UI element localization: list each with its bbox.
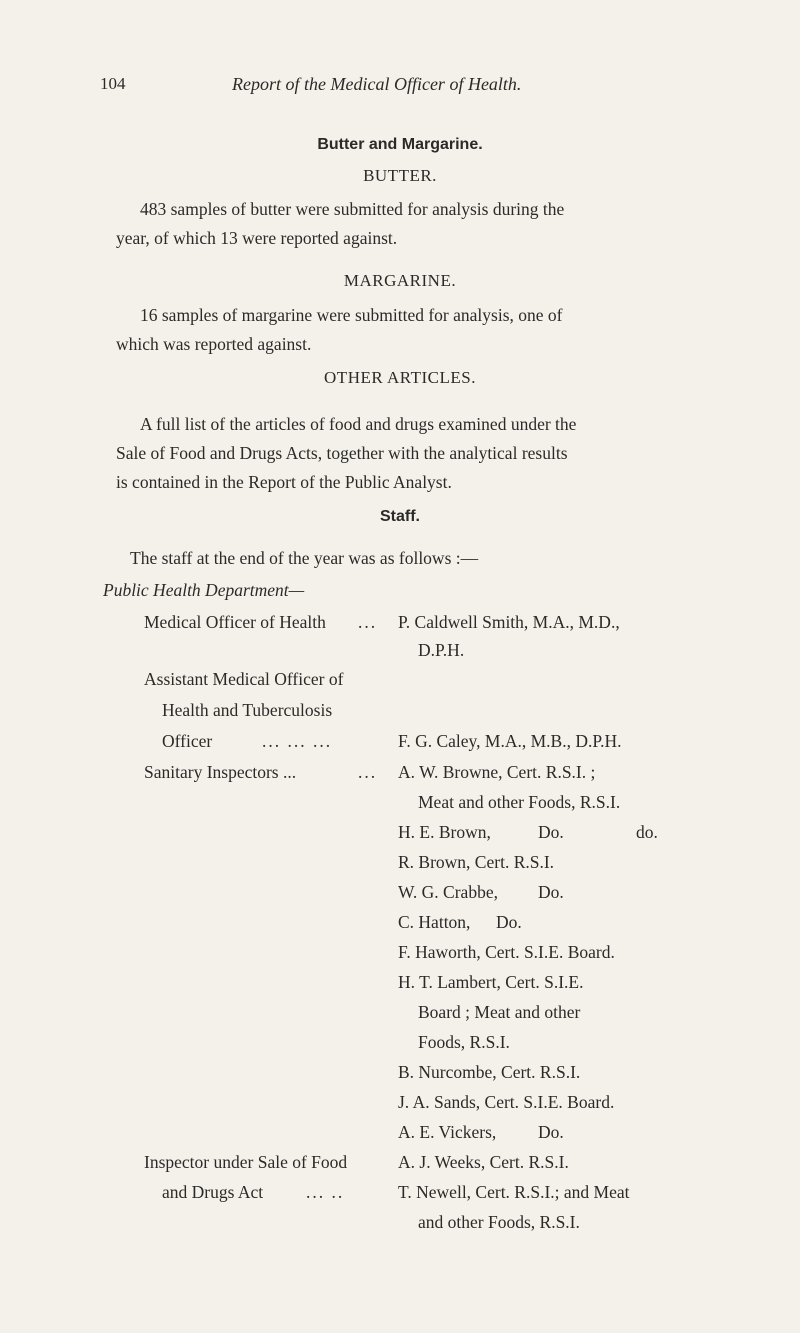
page-number: 104 [100,74,126,93]
staff-name: W. G. Crabbe, [398,882,498,902]
dot-leader: ... .. [306,1182,345,1202]
paragraph-line: 16 samples of margarine were submitted for analysis, one of [140,305,563,325]
ditto-mark: Do. [538,822,564,842]
paragraph-line: Sale of Food and Drugs Acts, together with the analytical results [116,443,568,463]
subheading-butter: BUTTER. [363,166,437,185]
staff-name: T. Newell, Cert. R.S.I.; and Meat [398,1182,630,1202]
subheading-other-articles: OTHER ARTICLES. [324,368,476,387]
paragraph-line: is contained in the Report of the Public Analyst. [116,472,452,492]
ditto-mark: Do. [496,912,522,932]
staff-name: Board ; Meat and other [418,1002,581,1022]
paragraph-other-articles [116,410,710,497]
subheading-margarine: MARGARINE. [343,271,457,290]
role-label: Medical Officer of Health [144,612,326,632]
section-heading-butter-margarine: Butter and Margarine. [317,136,483,153]
ditto-mark: Do. [538,882,564,902]
staff-name: Foods, R.S.I. [418,1032,510,1052]
paragraph-line: year, of which 13 were reported against. [116,228,398,248]
section-heading-staff: Staff. [380,508,420,525]
paragraph-line: 483 samples of butter were submitted for analysis during the [140,199,565,219]
role-label: Officer [162,731,213,751]
department-heading: Public Health Department— [103,580,305,600]
role-label: Sanitary Inspectors ... [144,762,297,782]
dot-leader: ... ... ... [262,731,333,751]
staff-name: C. Hatton, [398,912,471,932]
role-label: and Drugs Act [162,1182,264,1202]
staff-name: A. J. Weeks, Cert. R.S.I. [398,1152,569,1172]
running-title: Report of the Medical Officer of Health. [232,74,522,94]
staff-intro: The staff at the end of the year was as follows :— [130,548,479,568]
ditto-mark: do. [636,822,658,842]
role-label: Health and Tuberculosis [162,700,333,720]
staff-name: R. Brown, Cert. R.S.I. [398,852,555,872]
staff-name: and other Foods, R.S.I. [418,1212,580,1232]
staff-name: A. E. Vickers, [398,1122,497,1142]
staff-name: J. A. Sands, Cert. S.I.E. Board. [398,1092,615,1112]
ditto-mark: Do. [538,1122,564,1142]
dot-leader: ... [358,612,378,632]
paragraph-butter [116,195,710,253]
role-label: Assistant Medical Officer of [144,669,344,689]
staff-name: D.P.H. [418,640,465,660]
staff-name: Meat and other Foods, R.S.I. [418,792,621,812]
role-label: Inspector under Sale of Food [144,1152,348,1172]
staff-name: H. E. Brown, [398,822,491,842]
staff-name: B. Nurcombe, Cert. R.S.I. [398,1062,581,1082]
paragraph-line: A full list of the articles of food and drugs examined under the [140,414,577,434]
dot-leader: ... [358,762,378,782]
staff-name: H. T. Lambert, Cert. S.I.E. [398,972,584,992]
staff-name: F. G. Caley, M.A., M.B., D.P.H. [398,731,622,751]
staff-name: A. W. Browne, Cert. R.S.I. ; [398,762,596,782]
paragraph-line: which was reported against. [116,334,312,354]
staff-name: F. Haworth, Cert. S.I.E. Board. [398,942,615,962]
paragraph-margarine [116,301,710,359]
staff-name: P. Caldwell Smith, M.A., M.D., [398,612,620,632]
